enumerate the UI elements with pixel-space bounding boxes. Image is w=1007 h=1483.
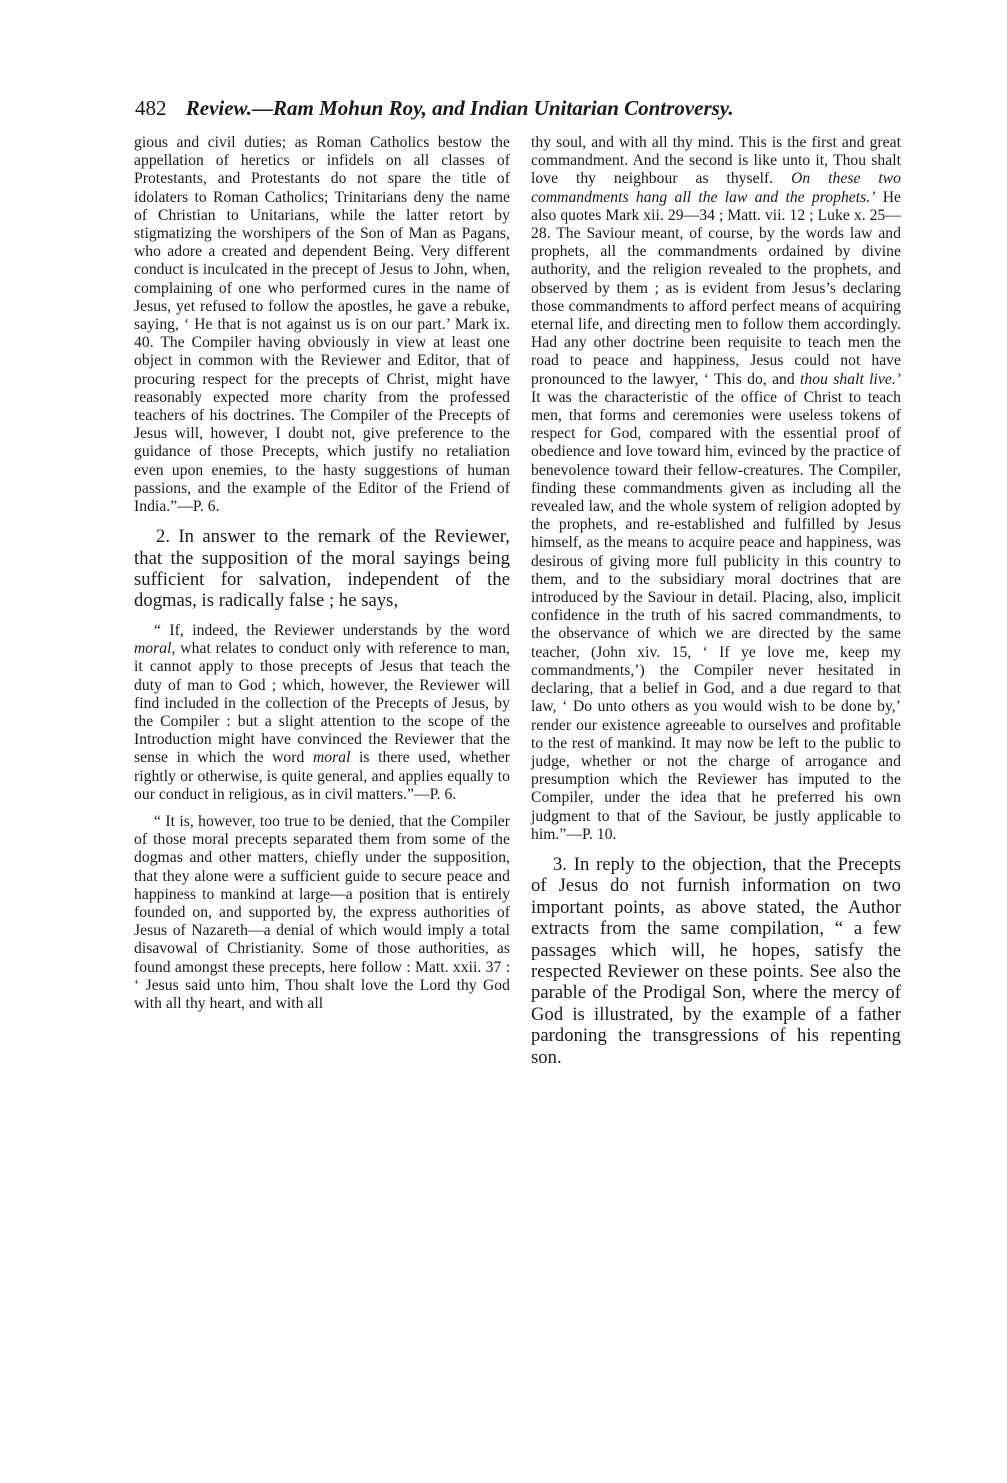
paragraph-continued	[531, 134, 901, 844]
quote-text: what relates to conduct only with reference to man, it cannot apply to those precepts of Jesus that teach the duty of man to God ; which, however, the Reviewer will find included in the collection of the Precepts of Jesus, by the Compiler : but a slight attention to the scope of the Introduction might have convinced the Reviewer that the sense in which the word	[134, 640, 510, 767]
quote-emphasis: moral	[312, 749, 351, 767]
running-title: Review.—Ram Mohun Roy, and Indian Unitarian Controversy.	[185, 96, 734, 120]
quote-emphasis: On these two commandments hang all the law and the prophets.’	[531, 170, 902, 206]
body-text: thy soul, and with all thy mind. This is the first and great commandment. And the second is like unto it, Thou shalt love thy neighbour as thyself.	[531, 134, 901, 188]
quotation-compiler: “ It is, however, too true to be denied, that the Compiler of those moral precepts separated them from some of the dogmas and other matters, chiefly under the supposition, that they alone were a sufficient guide to secure peace and happiness to mankind at large—a position that is entirely founded on, and supported by, the express authorities of Jesus of Nazareth—a denial of which would imply a total disavowal of Christianity. Some of those authorities, as found amongst these precepts, here follow : Matt. xxii. 37 : ‘ Jesus said unto him, Thou shalt love the Lord thy God with all thy heart, and with all	[134, 812, 510, 1012]
page-number: 482	[135, 96, 167, 120]
body-text: It was the characteristic of the office of Christ to teach men, that forms and ceremonies were useless tokens of respect for God, compared with the essential proof of obedience and love toward him, evinced by the practice of benevolence toward their fellow-creatures. The Compiler, finding these commandments given as including all the revealed law, and the whole system of religion adopted by the prophets, and re-established and fulfilled by Jesus himself, as the means to acquire peace and happiness, was desirous of giving more full publicity in this country to them, and to the subsidiary moral doctrines that are introduced by the Saviour in detail. Placing, also, implicit confidence in the truth of his sacred commandments, to the observance of which we are directed by the same teacher, (John xiv. 15, ‘ If ye love me, keep my commandments,’) the Compiler never hesitated in declaring, that a belief in God, and a due regard to that law, ‘ Do unto others as you would wish to be done by,’ render our existence agreeable to ourselves and profitable to the rest of mankind. It may now be left to the public to judge, whether or not the charge of arrogance and presumption which the Reviewer has imputed to the Compiler, under the idea that he preferred his own judgment to that of the Saviour, be justly applicable to him.”—P. 10.	[531, 388, 901, 843]
quotation-moral	[134, 622, 510, 804]
quote-emphasis: moral,	[134, 640, 176, 658]
quote-text: is there used, whether rightly or otherwise, is quite general, and applies equally to our conduct in religious, as in civil matters.”—P. 6.	[134, 749, 510, 803]
quote-text: “ If, indeed, the Reviewer understands by the word	[154, 621, 510, 639]
running-header	[135, 94, 905, 122]
numbered-paragraph-2: 2. In answer to the remark of the Reviewer, that the supposition of the moral sayings being sufficient for salvation, independent of the dogmas, is radically false ; he says,	[134, 526, 510, 612]
paragraph-continued: gious and civil duties; as Roman Catholics bestow the appellation of heretics or infidels on all classes of Protestants, and Protestants do not spare the title of idolaters to Roman Catholics; Trinitarians deny the name of Christian to Unitarians, while the latter retort by stigmatizing the worshipers of the Son of Man as Pagans, who adore a created and dependent Being. Very different conduct is inculcated in the precept of Jesus to John, when, complaining of one who performed cures in the name of Jesus, yet refused to follow the apostles, he gave a rebuke, saying, ‘ He that is not against us is on our part.’ Mark ix. 40. The Compiler having obviously in view at least one object in common with the Reviewer and Editor, that of procuring respect for the precepts of Christ, might have reasonably expected more charity from the professed teachers of his doctrines. The Compiler of the Precepts of Jesus will, however, I doubt not, give preference to the guidance of those Precepts, which justify no retaliation even upon enemies, to the hasty suggestions of human passions, and the example of the Editor of the Friend of India.”—P. 6.	[134, 134, 510, 516]
right-column	[531, 134, 901, 1068]
left-column	[134, 134, 510, 1013]
quote-emphasis: thou shalt live.’	[800, 370, 902, 388]
body-text: He also quotes Mark xii. 29—34 ; Matt. vii. 12 ; Luke x. 25—28. The Saviour meant, of course, by the words law and prophets, all the commandments ordained by divine authority, and the religion revealed to the prophets, and observed by them ; as is evident from Jesus’s declaring those commandments to afford perfect means of acquiring eternal life, and directing men to follow them accordingly. Had any other doctrine been requisite to teach men the road to peace and happiness, Jesus could not have pronounced to the lawyer, ‘ This do, and	[531, 188, 902, 388]
numbered-paragraph-3: 3. In reply to the objection, that the Precepts of Jesus do not furnish information on two important points, as above stated, the Author extracts from the same compilation, “ a few passages which will, he hopes, satisfy the respected Reviewer on these points. See also the parable of the Prodigal Son, where the mercy of God is illustrated, by the example of a father pardoning the transgressions of his repenting son.	[531, 853, 901, 1068]
